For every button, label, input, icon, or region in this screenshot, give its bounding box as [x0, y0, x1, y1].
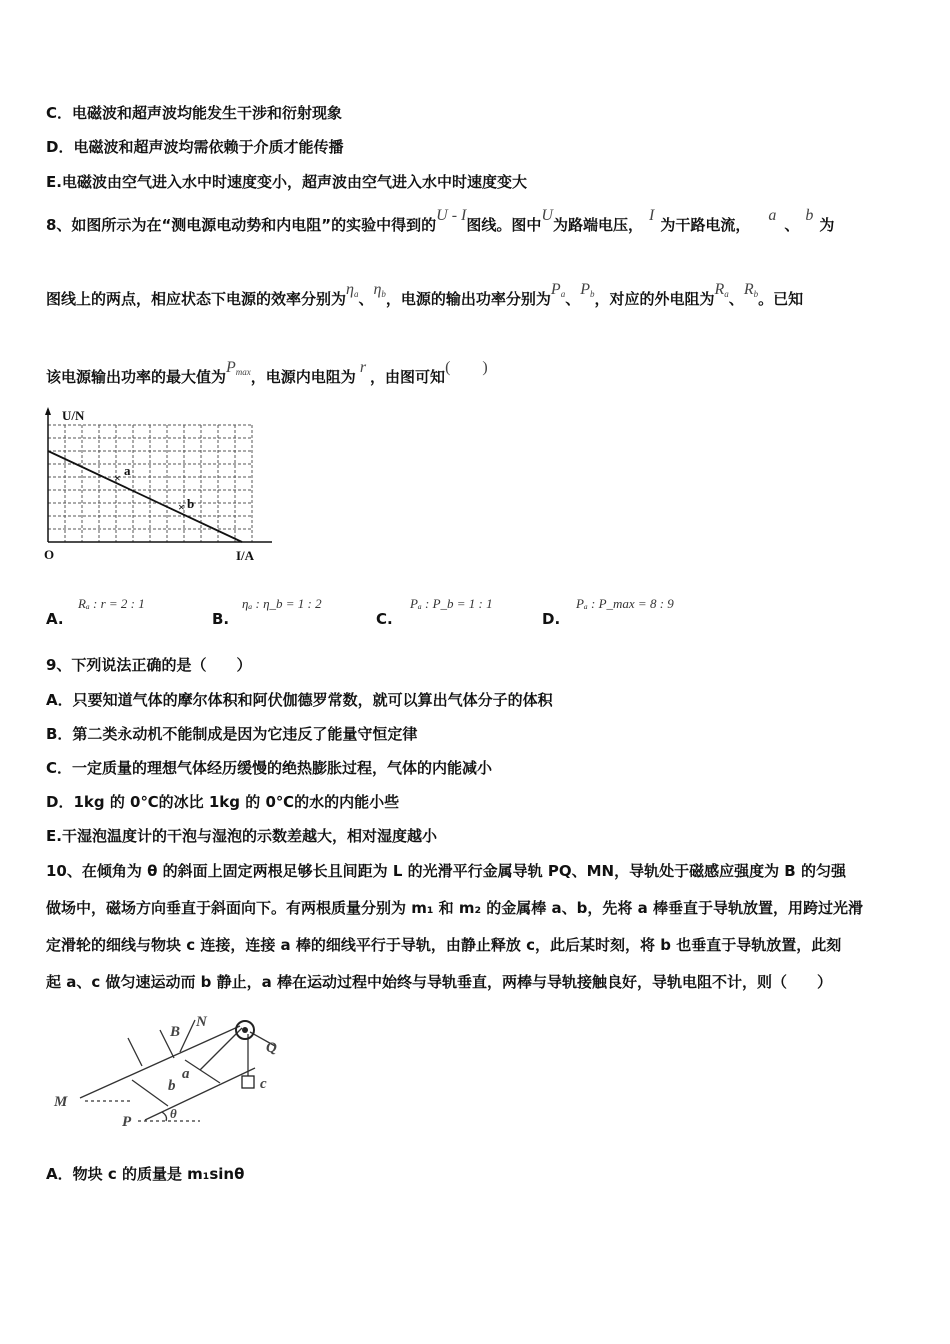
bar-a [185, 1060, 220, 1083]
q9-option-c: C．一定质量的理想气体经历缓慢的绝热膨胀过程，气体的内能减小 [46, 759, 493, 777]
q9-option-a: A．只要知道气体的摩尔体积和阿伏伽德罗常数，就可以算出气体分子的体积 [46, 691, 553, 709]
point-b-label: b [187, 496, 195, 511]
pulley-hub [242, 1027, 248, 1033]
q8-option-b-label: B. [212, 610, 230, 628]
q8-option-c-label: C. [376, 610, 393, 628]
q10-stem-line2: 做场中，磁场方向垂直于斜面向下。有两根质量分别为 m₁ 和 m₂ 的金属棒 a、b，先将 a 棒垂直于导轨放置，用跨过光滑 [46, 899, 863, 917]
label-a: a [182, 1066, 190, 1082]
incline-figure [50, 1008, 300, 1138]
q9-option-d: D．1kg 的 0℃的冰比 1kg 的 0℃的水的内能小些 [46, 793, 400, 811]
ui-graph [40, 405, 280, 565]
origin-label: O [44, 547, 55, 562]
ui-line [48, 451, 242, 542]
theta-arc [162, 1112, 167, 1121]
label-q: Q [266, 1040, 277, 1056]
q8-option-d-math: Pₐ : P_max = 8 : 9 [576, 596, 674, 611]
q8-option-b-math: ηₐ : η_b = 1 : 2 [242, 596, 322, 611]
q10-option-a: A．物块 c 的质量是 m₁sinθ [46, 1165, 245, 1183]
q8-option-a-label: A. [46, 610, 64, 628]
point-a-marker: × [114, 471, 121, 485]
q7-option-c: C．电磁波和超声波均能发生干涉和衍射现象 [46, 104, 343, 122]
label-c: c [260, 1076, 267, 1092]
q9-option-b: B．第二类永动机不能制成是因为它违反了能量守恒定律 [46, 725, 418, 743]
q7-option-d: D．电磁波和超声波均需依赖于介质才能传播 [46, 138, 344, 156]
field-arrow-1 [128, 1038, 142, 1066]
label-b: b [168, 1078, 176, 1094]
q10-stem-line4: 起 a、c 做匀速运动而 b 静止，a 棒在运动过程中始终与导轨垂直，两棒与导轨接触良好，导轨电阻不计，则（ ） [46, 973, 832, 991]
label-p: P [122, 1114, 132, 1130]
label-theta: θ [170, 1106, 177, 1121]
q8-option-a-math: Rₐ : r = 2 : 1 [78, 596, 145, 611]
q8-option-c-math: Pₐ : P_b = 1 : 1 [410, 596, 493, 611]
label-n: N [196, 1014, 207, 1030]
q8-stem-line1: 8、如图所示为在“测电源电动势和内电阻”的实验中得到的U - I图线。图中U为路端电压，I为干路电流，a、b为 [46, 207, 835, 234]
y-axis-arrow [45, 407, 51, 415]
graph-grid [48, 425, 252, 542]
q10-stem-line1: 10、在倾角为 θ 的斜面上固定两根足够长且间距为 L 的光滑平行金属导轨 PQ、MN，导轨处于磁感应强度为 B 的匀强 [46, 862, 846, 880]
q7-option-e: E.电磁波由空气进入水中时速度变小，超声波由空气进入水中时速度变大 [46, 173, 527, 191]
q9-option-e: E.干湿泡温度计的干泡与湿泡的示数差越大，相对湿度越小 [46, 827, 437, 845]
x-axis-label: I/A [236, 548, 255, 563]
bar-b [132, 1080, 168, 1106]
label-m: M [54, 1094, 68, 1110]
q8-stem-line2: 图线上的两点，相应状态下电源的效率分别为$\eta_a$、$\eta_b$，电源的输出功率分别为$P_a$、$P_b$，对应的外电阻为$R_a$、$R_b$。已知 [46, 281, 804, 308]
rail-pq [145, 1068, 255, 1120]
q8-option-d-label: D. [542, 610, 561, 628]
block-c [242, 1076, 254, 1088]
label-b-field: B [170, 1024, 181, 1040]
q8-stem-line3: 该电源输出功率的最大值为$P_{max}$，电源内电阻为r，由图可知( ) [46, 359, 488, 386]
q9-stem: 9、下列说法正确的是（ ） [46, 656, 252, 674]
q10-stem-line3: 定滑轮的细线与物块 c 连接，连接 a 棒的细线平行于导轨，由静止释放 c，此后某时刻，将 b 也垂直于导轨放置，此刻 [46, 936, 842, 954]
point-b-marker: × [178, 500, 185, 514]
ui-label: U - I [436, 207, 467, 224]
y-axis-label: U/N [62, 408, 85, 423]
rail-mn [80, 1026, 240, 1098]
point-a-label: a [124, 463, 131, 478]
